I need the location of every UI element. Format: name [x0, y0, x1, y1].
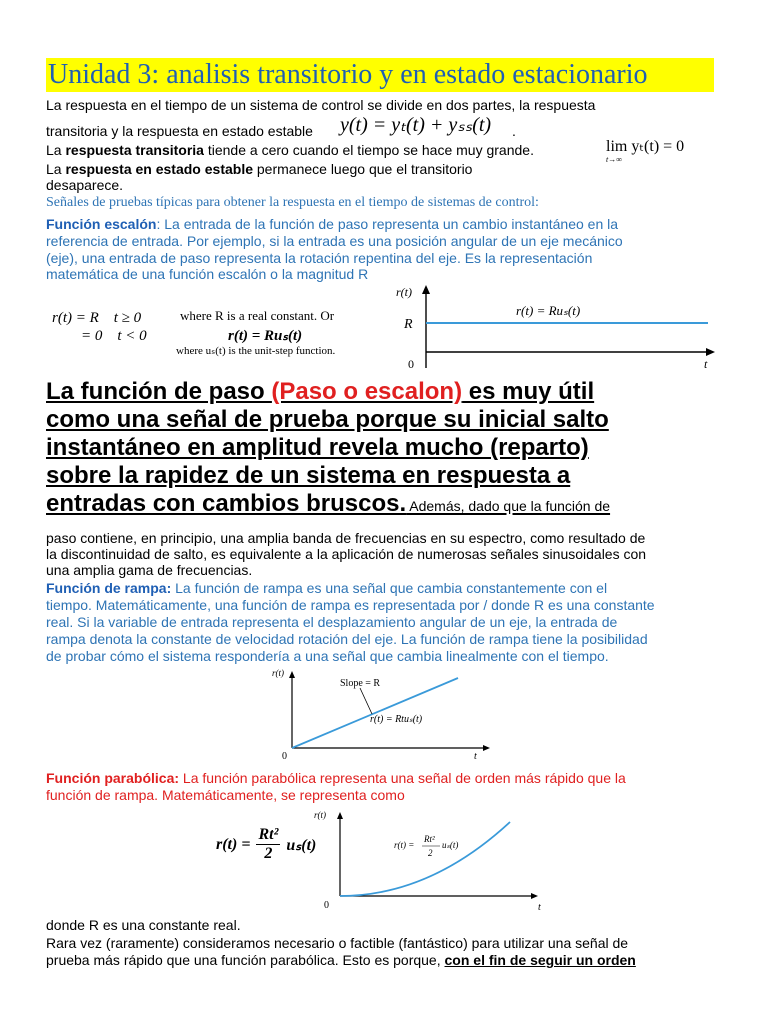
- intro-line-2-text: transitoria y la respuesta en estado estable: [46, 123, 313, 139]
- para-text-1: La función parabólica representa una señal de orden más rápido que la: [179, 770, 626, 786]
- step-graph-label: r(t) = Ruₛ(t): [516, 303, 581, 318]
- ramp-line-2: tiempo. Matemáticamente, una función de rampa es representada por / donde R es una constante: [46, 597, 655, 613]
- para-graph-label-num: Rt²: [424, 834, 435, 844]
- big-line-5-text: entradas con cambios bruscos.: [46, 490, 407, 517]
- steady-rest: permanece luego que el transitorio: [253, 161, 473, 177]
- big-line-1a: La función de paso: [46, 378, 272, 405]
- step-label: Función escalón: [46, 216, 157, 232]
- step-importance-paragraph: [46, 378, 736, 520]
- para-line-2: función de rampa. Matemáticamente, se representa como: [46, 787, 405, 803]
- ramp-graph-ylabel: r(t): [272, 668, 284, 678]
- ramp-line-1: [46, 580, 607, 596]
- intro-line-2: [46, 123, 313, 139]
- ramp-graph-label: r(t) = Rtuₛ(t): [370, 714, 423, 725]
- para-graph-t: t: [538, 902, 541, 913]
- para-eq-num: Rt²: [258, 826, 279, 843]
- step-line-2: referencia de entrada. Por ejemplo, si la entrada es una posición angular de un eje mecánico: [46, 233, 623, 249]
- ramp-text-1: La función de rampa es una señal que cambia constantemente con el: [171, 580, 608, 596]
- steady-line-2: desaparece.: [46, 177, 124, 193]
- para-label: Función parabólica:: [46, 770, 180, 786]
- response-equation: y(t) = yₜ(t) + yₛₛ(t): [340, 114, 492, 136]
- ramp-label: Función de rampa:: [46, 580, 172, 596]
- cont-line-1: paso contiene, en principio, una amplia banda de frecuencias en su espectro, como resultado de: [46, 530, 646, 546]
- steady-bold: respuesta en estado estable: [65, 161, 253, 177]
- step-graph-ylabel: r(t): [396, 285, 412, 299]
- para-eq-den: 2: [264, 845, 273, 862]
- step-line-3: (eje), una entrada de paso representa la rotación repentina del eje. Es la representación: [46, 250, 593, 266]
- ramp-graph-zero: 0: [282, 751, 287, 762]
- step-def-eq-2: = 0 t < 0: [81, 328, 147, 344]
- big-line-2: como una señal de prueba porque su inicial salto: [46, 406, 609, 433]
- step-line-4: matemática de una función escalón o la magnitud R: [46, 266, 369, 282]
- para-x-arrow: [531, 893, 538, 899]
- ramp-graph-slope: Slope = R: [340, 678, 381, 689]
- outro-line-3: [46, 952, 636, 968]
- big-line-5-after: Además, dado que la función de: [406, 498, 611, 514]
- para-graph-label-den: 2: [428, 848, 433, 858]
- ramp-x-arrow: [483, 745, 490, 751]
- ramp-graph: [262, 664, 498, 764]
- para-eq-rhs: uₛ(t): [286, 836, 317, 854]
- step-def-eq-1: r(t) = R t ≥ 0: [52, 310, 142, 326]
- outro-line-1: donde R es una constante real.: [46, 917, 241, 933]
- para-y-arrow: [337, 812, 343, 819]
- ramp-line-4: rampa denota la constante de velocidad rotación del eje. La función de rampa tiene la posibilidad: [46, 631, 648, 647]
- para-graph-ylabel: r(t): [314, 810, 326, 820]
- step-graph-R: R: [404, 317, 413, 332]
- limit-equation: lim yₜ(t) = 0: [606, 138, 685, 155]
- transient-line: [46, 142, 534, 158]
- transient-bold: respuesta transitoria: [65, 142, 204, 158]
- para-graph-label-rhs: uₛ(t): [442, 840, 459, 850]
- cont-line-3: una amplia gama de frecuencias.: [46, 562, 253, 578]
- step-graph: [360, 282, 720, 374]
- para-line-1: [46, 770, 626, 786]
- step-graph-t: t: [704, 357, 708, 371]
- step-where-eq: r(t) = Ruₛ(t): [228, 328, 303, 344]
- outro-line-3b: con el fin de seguir un orden: [444, 952, 636, 968]
- transient-pre: La: [46, 142, 66, 158]
- big-line-5: [46, 490, 736, 520]
- big-line-1: [46, 378, 736, 406]
- step-where-2: where uₛ(t) is the unit-step function.: [176, 345, 336, 357]
- slope-pointer: [360, 688, 372, 714]
- para-graph-label-lhs: r(t) =: [394, 840, 415, 850]
- step-y-arrow: [422, 285, 430, 294]
- outro-line-3a: prueba más rápido que una función parabólica. Esto es porque,: [46, 952, 445, 968]
- step-graph-zero: 0: [408, 357, 414, 371]
- big-line-1b: (Paso o escalon): [271, 378, 463, 405]
- intro-line-1: La respuesta en el tiempo de un sistema de control se divide en dos partes, la respuesta: [46, 97, 596, 113]
- steady-line: [46, 161, 472, 177]
- step-x-arrow: [706, 348, 715, 356]
- big-line-1c: es muy útil: [462, 378, 595, 405]
- page-title: Unidad 3: analisis transitorio y en estado estacionario: [46, 58, 714, 92]
- outro-line-2: Rara vez (raramente) consideramos necesario o factible (fantástico) para utilizar una señal de: [46, 935, 629, 951]
- para-graph: [300, 804, 550, 916]
- para-eq-lhs: r(t) =: [216, 835, 251, 853]
- step-where-1: where R is a real constant. Or: [180, 308, 335, 323]
- para-graph-zero: 0: [324, 900, 329, 911]
- ramp-line-5: de probar cómo el sistema respondería a una señal que cambia linealmente con el tiempo.: [46, 648, 609, 664]
- limit-subscript: t→∞: [606, 155, 622, 164]
- step-text-1: : La entrada de la función de paso representa un cambio instantáneo en la: [156, 216, 619, 232]
- transient-rest: tiende a cero cuando el tiempo se hace muy grande.: [203, 142, 534, 158]
- ramp-line-3: real. Si la variable de entrada representa el desplazamiento angular de un eje, la entrada de: [46, 614, 618, 630]
- step-line-1: [46, 216, 618, 232]
- steady-pre: La: [46, 161, 66, 177]
- big-line-3: instantáneo en amplitud revela mucho (reparto): [46, 434, 589, 461]
- ramp-graph-t: t: [474, 751, 477, 762]
- big-line-4: sobre la rapidez de un sistema en respuesta a: [46, 462, 571, 489]
- section-heading: Señales de pruebas típicas para obtener la respuesta en el tiempo de sistemas de control:: [46, 195, 539, 210]
- ramp-y-arrow: [289, 671, 295, 678]
- para-eq-fraction: [256, 826, 280, 863]
- cont-line-2: la discontinuidad de salto, es equivalente a la aplicación de numerosas señales sinusoidales con: [46, 546, 647, 562]
- intro-line-2-end: .: [512, 123, 516, 139]
